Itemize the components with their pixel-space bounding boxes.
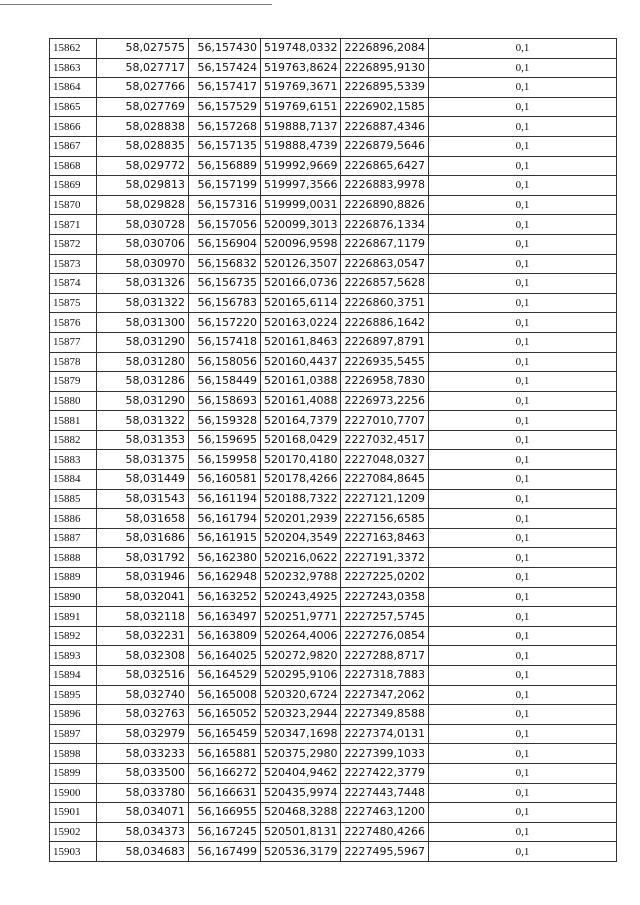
latitude-cell: 58,031290 (97, 332, 189, 352)
longitude-cell: 56,161194 (189, 489, 261, 509)
point-number-cell: 15877 (50, 332, 97, 352)
longitude-cell: 56,165008 (189, 685, 261, 705)
value-cell: 0,1 (428, 607, 616, 627)
y-coordinate-cell: 2227276,0854 (341, 626, 428, 646)
longitude-cell: 56,165881 (189, 744, 261, 764)
y-coordinate-cell: 2227121,1209 (341, 489, 428, 509)
table-row (50, 666, 617, 686)
value-cell: 0,1 (428, 372, 616, 392)
point-number-cell: 15901 (50, 803, 97, 823)
latitude-cell: 58,032118 (97, 607, 189, 627)
value-cell: 0,1 (428, 685, 616, 705)
point-number-cell: 15883 (50, 450, 97, 470)
longitude-cell: 56,158449 (189, 372, 261, 392)
point-number-cell: 15878 (50, 352, 97, 372)
value-cell: 0,1 (428, 156, 616, 176)
value-cell: 0,1 (428, 78, 616, 98)
point-number-cell: 15880 (50, 391, 97, 411)
x-coordinate-cell: 520170,4180 (261, 450, 341, 470)
x-coordinate-cell: 520178,4266 (261, 470, 341, 490)
x-coordinate-cell: 520216,0622 (261, 548, 341, 568)
latitude-cell: 58,032041 (97, 587, 189, 607)
point-number-cell: 15894 (50, 666, 97, 686)
longitude-cell: 56,156904 (189, 234, 261, 254)
longitude-cell: 56,165052 (189, 705, 261, 725)
longitude-cell: 56,156832 (189, 254, 261, 274)
value-cell: 0,1 (428, 352, 616, 372)
value-cell: 0,1 (428, 450, 616, 470)
latitude-cell: 58,033233 (97, 744, 189, 764)
table-row (50, 568, 617, 588)
value-cell: 0,1 (428, 783, 616, 803)
y-coordinate-cell: 2227399,1033 (341, 744, 428, 764)
longitude-cell: 56,163809 (189, 626, 261, 646)
latitude-cell: 58,031353 (97, 430, 189, 450)
table-row (50, 293, 617, 313)
latitude-cell: 58,033780 (97, 783, 189, 803)
point-number-cell: 15867 (50, 136, 97, 156)
page-top-rule (0, 4, 272, 5)
point-number-cell: 15903 (50, 842, 97, 862)
point-number-cell: 15895 (50, 685, 97, 705)
value-cell: 0,1 (428, 39, 616, 59)
x-coordinate-cell: 519992,9669 (261, 156, 341, 176)
longitude-cell: 56,157056 (189, 215, 261, 235)
table-row (50, 744, 617, 764)
longitude-cell: 56,158693 (189, 391, 261, 411)
y-coordinate-cell: 2227032,4517 (341, 430, 428, 450)
longitude-cell: 56,163252 (189, 587, 261, 607)
value-cell: 0,1 (428, 568, 616, 588)
longitude-cell: 56,157199 (189, 176, 261, 196)
value-cell: 0,1 (428, 548, 616, 568)
y-coordinate-cell: 2226883,9978 (341, 176, 428, 196)
y-coordinate-cell: 2227257,5745 (341, 607, 428, 627)
latitude-cell: 58,027769 (97, 97, 189, 117)
table-row (50, 215, 617, 235)
longitude-cell: 56,166955 (189, 803, 261, 823)
latitude-cell: 58,032231 (97, 626, 189, 646)
value-cell: 0,1 (428, 195, 616, 215)
table-row (50, 783, 617, 803)
x-coordinate-cell: 520161,4088 (261, 391, 341, 411)
table-row (50, 470, 617, 490)
value-cell: 0,1 (428, 293, 616, 313)
point-number-cell: 15862 (50, 39, 97, 59)
latitude-cell: 58,031449 (97, 470, 189, 490)
point-number-cell: 15886 (50, 509, 97, 529)
x-coordinate-cell: 520161,8463 (261, 332, 341, 352)
latitude-cell: 58,031375 (97, 450, 189, 470)
y-coordinate-cell: 2226958,7830 (341, 372, 428, 392)
y-coordinate-cell: 2227010,7707 (341, 411, 428, 431)
y-coordinate-cell: 2226902,1585 (341, 97, 428, 117)
y-coordinate-cell: 2226867,1179 (341, 234, 428, 254)
point-number-cell: 15902 (50, 822, 97, 842)
point-number-cell: 15892 (50, 626, 97, 646)
latitude-cell: 58,029772 (97, 156, 189, 176)
x-coordinate-cell: 520163,0224 (261, 313, 341, 333)
latitude-cell: 58,031543 (97, 489, 189, 509)
table-row (50, 195, 617, 215)
value-cell: 0,1 (428, 117, 616, 137)
table-row (50, 528, 617, 548)
value-cell: 0,1 (428, 626, 616, 646)
table-row (50, 803, 617, 823)
longitude-cell: 56,156783 (189, 293, 261, 313)
x-coordinate-cell: 520096,9598 (261, 234, 341, 254)
latitude-cell: 58,032516 (97, 666, 189, 686)
longitude-cell: 56,162948 (189, 568, 261, 588)
latitude-cell: 58,031286 (97, 372, 189, 392)
table-row (50, 254, 617, 274)
x-coordinate-cell: 520188,7322 (261, 489, 341, 509)
x-coordinate-cell: 520164,7379 (261, 411, 341, 431)
value-cell: 0,1 (428, 136, 616, 156)
latitude-cell: 58,031280 (97, 352, 189, 372)
y-coordinate-cell: 2227243,0358 (341, 587, 428, 607)
y-coordinate-cell: 2226897,8791 (341, 332, 428, 352)
point-number-cell: 15891 (50, 607, 97, 627)
longitude-cell: 56,159958 (189, 450, 261, 470)
point-number-cell: 15864 (50, 78, 97, 98)
point-number-cell: 15870 (50, 195, 97, 215)
value-cell: 0,1 (428, 489, 616, 509)
y-coordinate-cell: 2227084,8645 (341, 470, 428, 490)
latitude-cell: 58,034373 (97, 822, 189, 842)
value-cell: 0,1 (428, 842, 616, 862)
x-coordinate-cell: 520160,4437 (261, 352, 341, 372)
longitude-cell: 56,157430 (189, 39, 261, 59)
value-cell: 0,1 (428, 587, 616, 607)
y-coordinate-cell: 2227443,7448 (341, 783, 428, 803)
latitude-cell: 58,032763 (97, 705, 189, 725)
point-number-cell: 15887 (50, 528, 97, 548)
longitude-cell: 56,157417 (189, 78, 261, 98)
table-row (50, 274, 617, 294)
point-number-cell: 15899 (50, 763, 97, 783)
x-coordinate-cell: 520295,9106 (261, 666, 341, 686)
y-coordinate-cell: 2227347,2062 (341, 685, 428, 705)
latitude-cell: 58,031658 (97, 509, 189, 529)
longitude-cell: 56,159328 (189, 411, 261, 431)
table-row (50, 705, 617, 725)
x-coordinate-cell: 520264,4006 (261, 626, 341, 646)
x-coordinate-cell: 520232,9788 (261, 568, 341, 588)
x-coordinate-cell: 519769,3671 (261, 78, 341, 98)
y-coordinate-cell: 2227349,8588 (341, 705, 428, 725)
longitude-cell: 56,159695 (189, 430, 261, 450)
table-row (50, 332, 617, 352)
point-number-cell: 15889 (50, 568, 97, 588)
longitude-cell: 56,166631 (189, 783, 261, 803)
value-cell: 0,1 (428, 176, 616, 196)
table-row (50, 78, 617, 98)
y-coordinate-cell: 2227422,3779 (341, 763, 428, 783)
latitude-cell: 58,032740 (97, 685, 189, 705)
y-coordinate-cell: 2226863,0547 (341, 254, 428, 274)
table-row (50, 430, 617, 450)
value-cell: 0,1 (428, 724, 616, 744)
point-number-cell: 15896 (50, 705, 97, 725)
x-coordinate-cell: 520243,4925 (261, 587, 341, 607)
longitude-cell: 56,157268 (189, 117, 261, 137)
y-coordinate-cell: 2227163,8463 (341, 528, 428, 548)
latitude-cell: 58,027717 (97, 58, 189, 78)
latitude-cell: 58,034071 (97, 803, 189, 823)
value-cell: 0,1 (428, 234, 616, 254)
longitude-cell: 56,166272 (189, 763, 261, 783)
latitude-cell: 58,031686 (97, 528, 189, 548)
table-row (50, 372, 617, 392)
point-number-cell: 15882 (50, 430, 97, 450)
x-coordinate-cell: 520251,9771 (261, 607, 341, 627)
y-coordinate-cell: 2226876,1334 (341, 215, 428, 235)
point-number-cell: 15863 (50, 58, 97, 78)
latitude-cell: 58,031300 (97, 313, 189, 333)
longitude-cell: 56,157220 (189, 313, 261, 333)
point-number-cell: 15897 (50, 724, 97, 744)
point-number-cell: 15871 (50, 215, 97, 235)
point-number-cell: 15869 (50, 176, 97, 196)
value-cell: 0,1 (428, 646, 616, 666)
y-coordinate-cell: 2227463,1200 (341, 803, 428, 823)
y-coordinate-cell: 2227191,3372 (341, 548, 428, 568)
table-row (50, 587, 617, 607)
y-coordinate-cell: 2226865,6427 (341, 156, 428, 176)
y-coordinate-cell: 2226895,5339 (341, 78, 428, 98)
latitude-cell: 58,032979 (97, 724, 189, 744)
x-coordinate-cell: 520435,9974 (261, 783, 341, 803)
x-coordinate-cell: 520468,3288 (261, 803, 341, 823)
x-coordinate-cell: 520168,0429 (261, 430, 341, 450)
x-coordinate-cell: 520165,6114 (261, 293, 341, 313)
latitude-cell: 58,030728 (97, 215, 189, 235)
point-number-cell: 15898 (50, 744, 97, 764)
x-coordinate-cell: 519997,3566 (261, 176, 341, 196)
longitude-cell: 56,156889 (189, 156, 261, 176)
y-coordinate-cell: 2227156,6585 (341, 509, 428, 529)
latitude-cell: 58,029828 (97, 195, 189, 215)
latitude-cell: 58,031946 (97, 568, 189, 588)
y-coordinate-cell: 2226896,2084 (341, 39, 428, 59)
value-cell: 0,1 (428, 254, 616, 274)
value-cell: 0,1 (428, 822, 616, 842)
value-cell: 0,1 (428, 411, 616, 431)
value-cell: 0,1 (428, 274, 616, 294)
longitude-cell: 56,160581 (189, 470, 261, 490)
longitude-cell: 56,156735 (189, 274, 261, 294)
point-number-cell: 15888 (50, 548, 97, 568)
point-number-cell: 15868 (50, 156, 97, 176)
table-row (50, 234, 617, 254)
x-coordinate-cell: 520536,3179 (261, 842, 341, 862)
table-row (50, 646, 617, 666)
longitude-cell: 56,162380 (189, 548, 261, 568)
point-number-cell: 15890 (50, 587, 97, 607)
point-number-cell: 15872 (50, 234, 97, 254)
x-coordinate-cell: 520161,0388 (261, 372, 341, 392)
table-row (50, 509, 617, 529)
longitude-cell: 56,167499 (189, 842, 261, 862)
table-row (50, 763, 617, 783)
latitude-cell: 58,030970 (97, 254, 189, 274)
coordinates-table-body (50, 39, 617, 862)
table-row (50, 39, 617, 59)
point-number-cell: 15893 (50, 646, 97, 666)
value-cell: 0,1 (428, 763, 616, 783)
table-row (50, 626, 617, 646)
point-number-cell: 15900 (50, 783, 97, 803)
latitude-cell: 58,031322 (97, 411, 189, 431)
x-coordinate-cell: 520323,2944 (261, 705, 341, 725)
y-coordinate-cell: 2226890,8826 (341, 195, 428, 215)
y-coordinate-cell: 2227318,7883 (341, 666, 428, 686)
y-coordinate-cell: 2227480,4266 (341, 822, 428, 842)
latitude-cell: 58,032308 (97, 646, 189, 666)
point-number-cell: 15881 (50, 411, 97, 431)
x-coordinate-cell: 519763,8624 (261, 58, 341, 78)
table-row (50, 156, 617, 176)
y-coordinate-cell: 2227288,8717 (341, 646, 428, 666)
y-coordinate-cell: 2226895,9130 (341, 58, 428, 78)
value-cell: 0,1 (428, 430, 616, 450)
point-number-cell: 15885 (50, 489, 97, 509)
y-coordinate-cell: 2226973,2256 (341, 391, 428, 411)
value-cell: 0,1 (428, 332, 616, 352)
x-coordinate-cell: 519999,0031 (261, 195, 341, 215)
x-coordinate-cell: 520501,8131 (261, 822, 341, 842)
table-row (50, 391, 617, 411)
table-row (50, 842, 617, 862)
longitude-cell: 56,157135 (189, 136, 261, 156)
value-cell: 0,1 (428, 705, 616, 725)
longitude-cell: 56,164529 (189, 666, 261, 686)
value-cell: 0,1 (428, 509, 616, 529)
latitude-cell: 58,031792 (97, 548, 189, 568)
table-row (50, 607, 617, 627)
longitude-cell: 56,167245 (189, 822, 261, 842)
longitude-cell: 56,165459 (189, 724, 261, 744)
y-coordinate-cell: 2226886,1642 (341, 313, 428, 333)
x-coordinate-cell: 520201,2939 (261, 509, 341, 529)
table-row (50, 117, 617, 137)
latitude-cell: 58,028835 (97, 136, 189, 156)
value-cell: 0,1 (428, 803, 616, 823)
x-coordinate-cell: 520272,9820 (261, 646, 341, 666)
y-coordinate-cell: 2227225,0202 (341, 568, 428, 588)
latitude-cell: 58,033500 (97, 763, 189, 783)
point-number-cell: 15879 (50, 372, 97, 392)
table-row (50, 313, 617, 333)
x-coordinate-cell: 519888,4739 (261, 136, 341, 156)
value-cell: 0,1 (428, 58, 616, 78)
latitude-cell: 58,031326 (97, 274, 189, 294)
latitude-cell: 58,031290 (97, 391, 189, 411)
latitude-cell: 58,028838 (97, 117, 189, 137)
y-coordinate-cell: 2226860,3751 (341, 293, 428, 313)
table-row (50, 411, 617, 431)
latitude-cell: 58,029813 (97, 176, 189, 196)
table-row (50, 97, 617, 117)
table-row (50, 548, 617, 568)
value-cell: 0,1 (428, 666, 616, 686)
longitude-cell: 56,157424 (189, 58, 261, 78)
x-coordinate-cell: 520204,3549 (261, 528, 341, 548)
y-coordinate-cell: 2226879,5646 (341, 136, 428, 156)
x-coordinate-cell: 520166,0736 (261, 274, 341, 294)
table-row (50, 450, 617, 470)
longitude-cell: 56,163497 (189, 607, 261, 627)
x-coordinate-cell: 520404,9462 (261, 763, 341, 783)
table-row (50, 685, 617, 705)
y-coordinate-cell: 2227374,0131 (341, 724, 428, 744)
x-coordinate-cell: 520099,3013 (261, 215, 341, 235)
longitude-cell: 56,161794 (189, 509, 261, 529)
x-coordinate-cell: 520347,1698 (261, 724, 341, 744)
value-cell: 0,1 (428, 215, 616, 235)
longitude-cell: 56,164025 (189, 646, 261, 666)
latitude-cell: 58,034683 (97, 842, 189, 862)
y-coordinate-cell: 2227495,5967 (341, 842, 428, 862)
y-coordinate-cell: 2226857,5628 (341, 274, 428, 294)
table-row (50, 136, 617, 156)
table-row (50, 822, 617, 842)
x-coordinate-cell: 519748,0332 (261, 39, 341, 59)
latitude-cell: 58,027766 (97, 78, 189, 98)
table-row (50, 352, 617, 372)
table-row (50, 489, 617, 509)
point-number-cell: 15873 (50, 254, 97, 274)
longitude-cell: 56,161915 (189, 528, 261, 548)
value-cell: 0,1 (428, 97, 616, 117)
longitude-cell: 56,157529 (189, 97, 261, 117)
point-number-cell: 15874 (50, 274, 97, 294)
point-number-cell: 15865 (50, 97, 97, 117)
value-cell: 0,1 (428, 528, 616, 548)
x-coordinate-cell: 520126,3507 (261, 254, 341, 274)
latitude-cell: 58,027575 (97, 39, 189, 59)
latitude-cell: 58,031322 (97, 293, 189, 313)
y-coordinate-cell: 2226935,5455 (341, 352, 428, 372)
x-coordinate-cell: 519769,6151 (261, 97, 341, 117)
table-row (50, 58, 617, 78)
point-number-cell: 15875 (50, 293, 97, 313)
value-cell: 0,1 (428, 313, 616, 333)
longitude-cell: 56,157418 (189, 332, 261, 352)
point-number-cell: 15884 (50, 470, 97, 490)
value-cell: 0,1 (428, 470, 616, 490)
point-number-cell: 15876 (50, 313, 97, 333)
y-coordinate-cell: 2226887,4346 (341, 117, 428, 137)
value-cell: 0,1 (428, 744, 616, 764)
value-cell: 0,1 (428, 391, 616, 411)
table-row (50, 724, 617, 744)
longitude-cell: 56,158056 (189, 352, 261, 372)
y-coordinate-cell: 2227048,0327 (341, 450, 428, 470)
table-row (50, 176, 617, 196)
latitude-cell: 58,030706 (97, 234, 189, 254)
x-coordinate-cell: 519888,7137 (261, 117, 341, 137)
point-number-cell: 15866 (50, 117, 97, 137)
longitude-cell: 56,157316 (189, 195, 261, 215)
coordinates-table (49, 38, 617, 862)
x-coordinate-cell: 520375,2980 (261, 744, 341, 764)
x-coordinate-cell: 520320,6724 (261, 685, 341, 705)
